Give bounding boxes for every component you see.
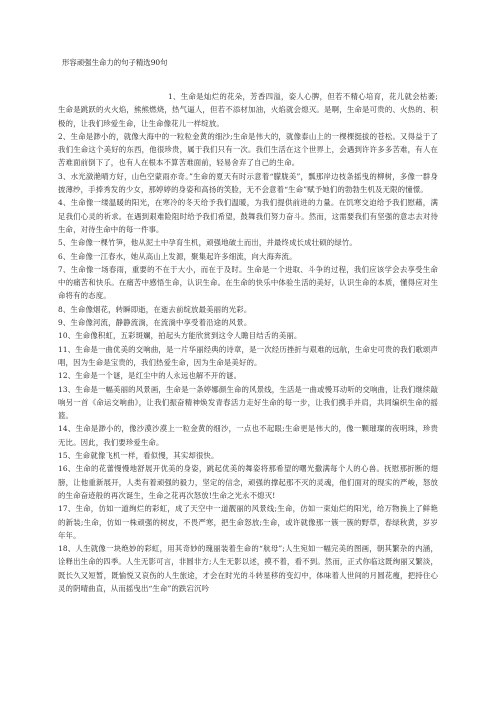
paragraph-15: 15、生命就像飞机一样，看似慢，其实却很快。 [58, 451, 219, 461]
document-body [58, 90, 438, 595]
paragraph-10: 10、生命像积虹，五彩斑斓，拍起头方能欣赏到这令人瞻目结舌的美丽。 [58, 331, 302, 341]
document-title: 形容顽强生命力的句子精选90句 [62, 58, 168, 67]
paragraph-7: 7、生命像一场春雨，重要的不在于大小，而在于及时。生命是一个进取、斗争的过程，我们应该学会去享受生命中的痛苦和快乐。在痛苦中感悟生命，认识生命。在生命的快乐中体验生活的美好，认识生命的本质，懂得应对生命将有的态度。 [58, 264, 438, 301]
paragraph-18: 18、人生就像一块绝妙的彩虹，用其奇妙的瑰丽装着生命的“航母”;人生宛如一幅完美的图画，朝其繁杂的内涵，诠释出生命的四季。人生无影可言，非圆非方;人生无影以述，摸不着，看不到。然而，正式你临这既绚丽又繁淡，既长久又短暂，既愉悦又哀伤的人生旅途，才会在时光的斗转星移的变幻中，体味着人世间的月圆花瘦，把持住心灵的阴晴曲直，从而摇曳出“生命”的跌宕沉吟 [58, 544, 438, 593]
paragraph-1: 1、生命是灿烂的花朵，芳香四溢，姿人心脾，但若不精心培育，花儿就会枯萎;生命是跳跃的火火焰，熊熊燃烧，热气逼人，但若不添材加油，火焰就会熄灭。是啊，生命是可贵的、火热的、积极的，让我们珍爱生命，让生命像花儿一样绽放。 [58, 92, 438, 128]
paragraph-6: 6、生命像一江春水，她从高山上发源，聚集起许多细流，向大海奔流。 [58, 251, 297, 261]
paragraph-5: 5、生命像一棵竹笋，他从泥土中孕育生机，顽强地破土而出，并最终成长成壮硕的绿竹。 [58, 238, 357, 248]
paragraph-2: 2、生命是渺小的，就像大海中的一粒粒金黄的细沙;生命是伟大的，就像泰山上的一棵棵挺拔的苍松。又得益于了我们生命这个美好的东西，他很珍贵，属于我们只有一次。我们生活在这个世界上，会遇到许许多多苦难，有人在苦难面前倒下了，也有人在根本不算苦难面前，轻易舍弃了自己的生命。 [58, 131, 438, 168]
paragraph-16: 16、生命的花蕾慢慢地舒展开优美的身姿，跳起优美的舞姿将那希望的曙光撒满每个人的心兽。抚慰那折断的翅膀，让他重新展开，人类有着顽强的毅力，坚定的信念，顽强的撑起那不灭的灵魂，他们面对的现实的严峻，怒放的生命奋迹般的再次诞生，生命之花再次怒放!生命之光永不熄灭! [58, 464, 438, 500]
paragraph-4: 4、生命像一缕温暖的阳光，在寒冷的冬天给予我们温暖，为我们提供前进的力量。在饥寒交迫给予我们慰藉，满足我们心灵的祈求。在遇到艰难险阻时给予我们希望，鼓舞我们努力奋斗。然而，这需要我们有坚强的意志去对待生命，对待生命中的每一件事。 [58, 198, 438, 234]
paragraph-8: 8、生命像烟花，转瞬即逝，在逝去前绽放最美丽的光彩。 [58, 304, 252, 314]
paragraph-14: 14、生命是渺小的，像沙漠沙漠上一粒金黄的细沙，一点也不起眼;生命更是伟大的，像一颗璀璨的夜明珠，珍贵无比。因此，我们要珍爱生命。 [58, 424, 438, 447]
paragraph-9: 9、生命像河流，静静流淌，在流淌中享受着沿途的风景。 [58, 318, 252, 328]
paragraph-3: 3、水光潋滟晴方好，山色空蒙雨亦奇。”生命的夏天有时示意着“朦胧美”，瓢那岸边枝条摇曳的柳树，多像一群身披薄纱，手捧秀发的少女，那婷婷的身姿和高扬的笑脸，无不会意着“生命”赋予她们的勃勃生机及无限的憧憬。 [58, 171, 438, 195]
paragraph-11: 11、生命是一曲优美的交响曲，是一片华丽经典的诗章，是一次经历挫折与艰难的远航，生命史可贵的我们歌颂声唱，因为生命是宝贵的，我们热爱生命，因为生命是美好的。 [58, 344, 438, 367]
paragraph-17: 17、生命，仿如一道绚烂的彩虹，成了天空中一道靓丽的风景线;生命，仿如一束灿烂的阳光，给万物换上了鲜艳的新装;生命，仿如一株顽强的树皮，不畏严寒，把生命怒放;生命，或许就像那一簇一簇的野草，春绿秋黄，岁岁年年。 [58, 504, 438, 540]
paragraph-13: 13、生命是一幅美丽的风景画，生命是一条婷娜颜生命的风景线，生活是一曲或慢耳动听的交响曲，让我们继续敲响另一首《命运交响曲》，让我们振奋精神焕发青春活力走好生命的每一步，让我们携手并肩，共同编织生命的摇篮。 [58, 384, 438, 421]
paragraph-12: 12、生命是一个谜，是红尘中的人永远也解不开的谜。 [58, 371, 242, 381]
